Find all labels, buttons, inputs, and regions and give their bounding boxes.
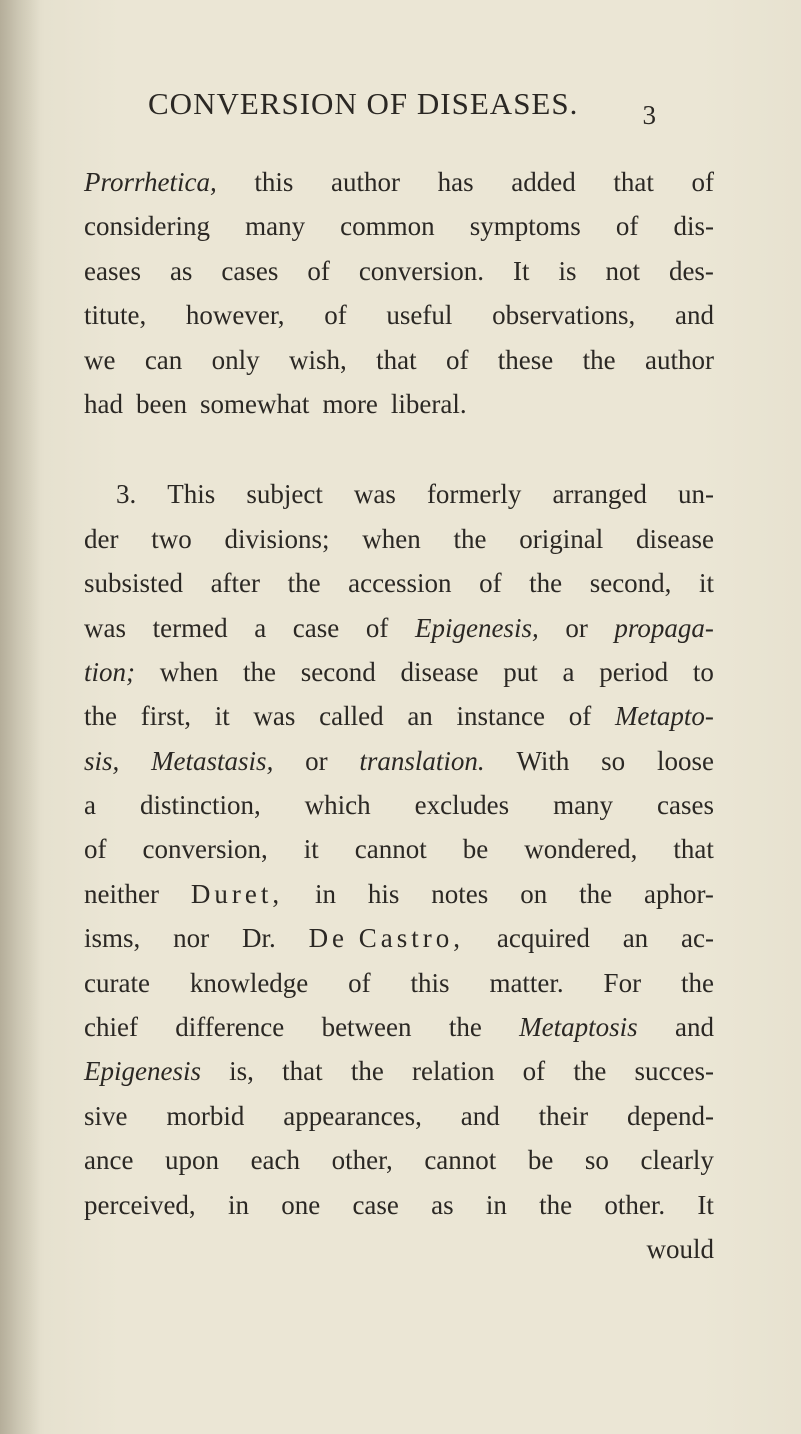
word: distinction,	[139, 790, 261, 821]
text-line	[84, 694, 714, 738]
word: succes-	[634, 1056, 714, 1087]
word: in	[314, 878, 336, 909]
word: Duret,	[190, 878, 284, 909]
word: subsisted	[84, 568, 184, 599]
word: of	[691, 167, 714, 197]
word: conversion.	[358, 255, 485, 286]
word: after	[210, 568, 261, 599]
word: an	[407, 701, 433, 732]
word: Epigenesis	[84, 1056, 201, 1087]
word: as	[431, 1189, 454, 1220]
word: the	[448, 1012, 482, 1043]
word: or	[305, 745, 328, 776]
word: the	[287, 568, 321, 599]
word: matter.	[489, 967, 564, 998]
text-line	[84, 872, 714, 916]
word: it	[303, 834, 319, 865]
word: disease	[635, 523, 714, 554]
text-line	[84, 382, 714, 426]
word: With	[516, 745, 570, 776]
word: the	[582, 344, 616, 375]
word: is	[558, 255, 577, 286]
word: these	[497, 344, 554, 375]
word: the	[242, 656, 276, 687]
word: original	[519, 523, 604, 554]
paragraph-gap	[84, 426, 714, 472]
word: between	[321, 1012, 412, 1043]
word: can	[144, 344, 183, 375]
word: propaga-	[614, 612, 714, 643]
word: added	[511, 167, 576, 197]
word: the	[350, 1056, 384, 1087]
word: Epigenesis,	[414, 612, 539, 643]
word: It	[697, 1189, 714, 1220]
word: two	[151, 523, 192, 554]
word: each	[250, 1145, 301, 1176]
word: was	[353, 479, 396, 510]
page-number: 3	[642, 100, 656, 130]
word: had	[84, 388, 123, 419]
running-head	[148, 86, 656, 130]
word: knowledge	[189, 967, 309, 998]
word: of	[568, 701, 592, 732]
word: on	[520, 878, 548, 909]
word: relation	[412, 1056, 495, 1087]
word: the	[453, 523, 487, 554]
word: curate	[84, 967, 150, 998]
word: the	[84, 701, 117, 732]
word: his	[367, 878, 400, 909]
word: termed	[152, 612, 228, 643]
word: useful	[386, 300, 453, 331]
word: more	[322, 388, 378, 419]
word: the	[573, 1056, 607, 1087]
word: formerly	[426, 479, 522, 510]
text-line	[84, 1138, 714, 1182]
word: arranged	[552, 479, 647, 510]
word: upon	[165, 1145, 220, 1176]
word: notes	[431, 878, 489, 909]
word: it	[698, 568, 714, 599]
text-line	[84, 517, 714, 561]
word: disease	[400, 656, 479, 687]
text-line	[84, 916, 714, 960]
word: however,	[185, 300, 285, 331]
word: of	[445, 344, 469, 375]
word: which	[304, 790, 371, 821]
word: It	[513, 255, 530, 286]
word: put	[503, 656, 538, 687]
word: instance	[456, 701, 545, 732]
text-line	[84, 561, 714, 605]
word: tion;	[84, 656, 135, 687]
word: author	[331, 167, 400, 197]
word: Metapto-	[614, 701, 714, 732]
text-line	[84, 650, 714, 694]
word: has	[437, 167, 474, 197]
text-line	[84, 338, 714, 382]
word: cases	[657, 790, 714, 821]
word: difference	[175, 1012, 285, 1043]
text-line	[84, 204, 714, 248]
word: excludes	[414, 790, 510, 821]
word: wondered,	[524, 834, 638, 865]
text-line	[84, 1005, 714, 1049]
word: of	[365, 612, 389, 643]
word: cases	[221, 255, 279, 286]
word: symptoms	[469, 211, 581, 242]
word: conversion,	[142, 834, 268, 865]
word: that	[282, 1056, 323, 1087]
text-line	[84, 1183, 714, 1227]
word: second,	[589, 568, 672, 599]
text-line	[84, 1094, 714, 1138]
word: accession	[348, 568, 452, 599]
word: of	[479, 568, 502, 599]
text-line	[84, 739, 714, 783]
word: we	[84, 344, 116, 375]
word: the	[539, 1189, 573, 1220]
word: was	[253, 701, 296, 732]
word: der	[84, 523, 119, 554]
word: so	[601, 745, 626, 776]
word: Metaptosis	[519, 1012, 638, 1043]
word: of	[522, 1056, 546, 1087]
word: author	[644, 344, 714, 375]
word: first,	[140, 701, 191, 732]
word: be	[462, 834, 489, 865]
word: a	[84, 790, 96, 821]
word: 3.	[116, 479, 137, 510]
text-line	[84, 293, 714, 337]
text-line	[84, 1049, 714, 1093]
word: un-	[677, 479, 714, 510]
word: of	[84, 834, 107, 865]
word: divisions;	[224, 523, 330, 554]
word: Prorrhetica,	[84, 167, 217, 197]
word: been	[135, 388, 187, 419]
word: sive	[84, 1100, 128, 1131]
word: eases	[84, 255, 141, 286]
word: and	[460, 1100, 500, 1131]
word: other.	[604, 1189, 666, 1220]
text-line	[84, 606, 714, 650]
word: period	[599, 656, 669, 687]
word: observations,	[492, 300, 636, 331]
word: this	[410, 967, 450, 998]
word: clearly	[640, 1145, 714, 1176]
word: appearances,	[283, 1100, 422, 1131]
word: case	[352, 1189, 399, 1220]
word: case	[292, 612, 340, 643]
word: of	[307, 255, 330, 286]
text-line	[84, 961, 714, 1005]
word: an	[622, 923, 649, 954]
word: considering	[84, 211, 210, 242]
word: For	[603, 967, 642, 998]
word: dis-	[673, 211, 714, 242]
word: their	[538, 1100, 589, 1131]
word: common	[340, 211, 435, 242]
word: wish,	[289, 344, 347, 375]
word: the	[529, 568, 563, 599]
word: as	[169, 255, 193, 286]
word: or	[565, 612, 588, 643]
word: this	[254, 167, 294, 197]
word: sis,	[84, 745, 120, 776]
word: the	[680, 967, 714, 998]
running-title: CONVERSION OF DISEASES.	[148, 86, 579, 121]
word: nor	[173, 923, 210, 954]
word: to	[692, 656, 714, 687]
word: only	[211, 344, 260, 375]
word: This	[167, 479, 216, 510]
word: depend-	[627, 1100, 714, 1131]
word: called	[319, 701, 384, 732]
word: and	[675, 1012, 714, 1043]
text-line	[84, 472, 714, 516]
word: subject	[246, 479, 323, 510]
word: that	[376, 344, 417, 375]
word: is,	[229, 1056, 254, 1087]
word: not	[605, 255, 640, 286]
word: that	[673, 834, 714, 865]
word: neither	[84, 878, 159, 909]
word: when	[159, 656, 219, 687]
word: ac-	[681, 923, 714, 954]
word: other,	[331, 1145, 393, 1176]
word: and	[674, 300, 714, 331]
word: of	[324, 300, 347, 331]
word: Dr.	[241, 923, 276, 954]
text-line	[84, 249, 714, 293]
word: be	[527, 1145, 554, 1176]
word: cannot	[424, 1145, 497, 1176]
word: it	[214, 701, 230, 732]
word: second	[300, 656, 376, 687]
word: in	[485, 1189, 507, 1220]
word: many	[553, 790, 614, 821]
word: des-	[668, 255, 714, 286]
word: liberal.	[390, 388, 467, 419]
word: a	[254, 612, 267, 643]
catchword-line	[84, 1227, 714, 1271]
word: titute,	[84, 300, 147, 331]
word: in	[227, 1189, 249, 1220]
text-line	[84, 783, 714, 827]
catchword: would	[646, 1233, 714, 1264]
word: somewhat	[199, 388, 310, 419]
word: cannot	[354, 834, 427, 865]
body-text	[84, 160, 714, 1271]
word: of	[348, 967, 371, 998]
word: Metastasis,	[151, 745, 274, 776]
word: a	[562, 656, 575, 687]
word: translation.	[359, 745, 485, 776]
word: aphor-	[643, 878, 714, 909]
word: of	[615, 211, 639, 242]
word: acquired	[496, 923, 590, 954]
word: isms,	[84, 923, 141, 954]
word: so	[584, 1145, 609, 1176]
word: the	[579, 878, 613, 909]
word: chief	[84, 1012, 138, 1043]
text-line	[84, 827, 714, 871]
word: when	[362, 523, 421, 554]
word: loose	[656, 745, 714, 776]
word: De Castro,	[308, 923, 465, 954]
word: ance	[84, 1145, 134, 1176]
word: that	[613, 167, 654, 197]
word: morbid	[166, 1100, 245, 1131]
word: was	[84, 612, 126, 643]
word: one	[281, 1189, 321, 1220]
word: perceived,	[84, 1189, 196, 1220]
word: many	[245, 211, 306, 242]
text-line	[84, 160, 714, 204]
